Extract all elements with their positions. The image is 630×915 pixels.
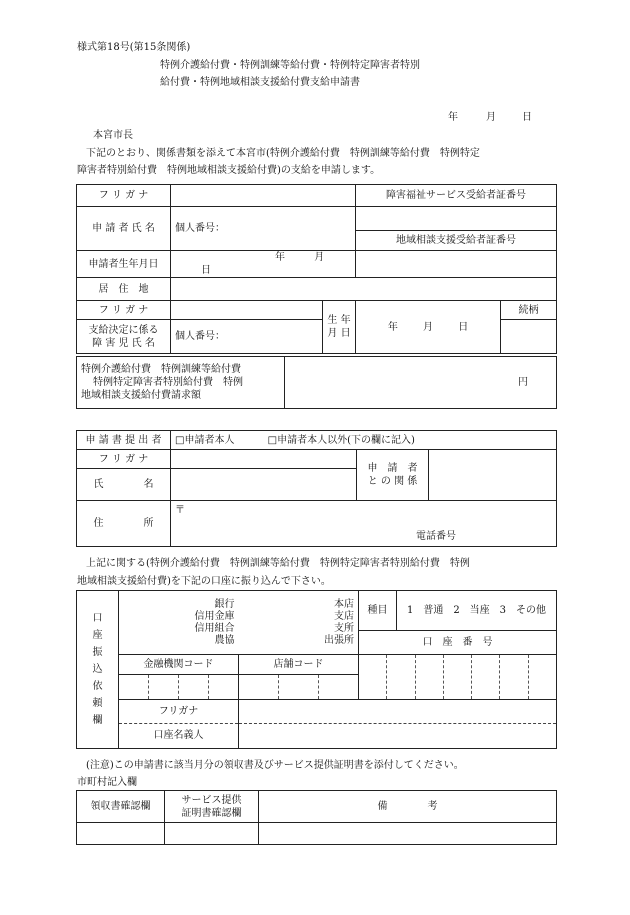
holder-label: 口座名義人	[153, 730, 204, 741]
birth-label: 申請者生年月日	[77, 251, 171, 278]
branch-office: 出張所	[324, 634, 354, 646]
bank-intro-line2: 地域相談支援給付費)を下記の口座に振り込んで下さい。	[77, 576, 331, 587]
title-line1: 特例介護給付費・特例訓練等給付費・特例特定障害者特別	[160, 60, 420, 71]
yen-unit: 円	[518, 377, 528, 388]
relation-to-applicant-field[interactable]	[429, 450, 557, 501]
submitter-name-label: 氏 名	[77, 469, 171, 501]
submitter-address-field[interactable]	[171, 501, 557, 547]
relation-label-1: 申 請 者	[367, 463, 418, 474]
side-char-1: 口	[92, 613, 103, 624]
bank-intro-line1: 上記に関する(特例介護給付費 特例訓練等給付費 特例特定障害者特別給付費 特例	[86, 558, 470, 569]
holder-label-cell	[119, 700, 239, 749]
furigana-label: フ リ ガ ナ	[77, 185, 171, 207]
inst-code-grid[interactable]	[119, 675, 239, 700]
remarks-label: 備 考	[259, 791, 557, 823]
branch-code-label: 店舗コード	[239, 655, 359, 675]
birth-field[interactable]	[171, 251, 356, 278]
branch-head: 本店	[334, 598, 354, 610]
kind-label: 種目	[359, 591, 397, 631]
claim-label-2: 特例特定障害者特別給付費 特例	[93, 377, 243, 388]
child-personal-no-label: 個人番号：	[175, 331, 225, 342]
consult-cert-label: 地域相談支援受給者証番号	[356, 231, 557, 251]
branch-branch: 支店	[334, 610, 354, 622]
inst-shinkumi: 信用組合	[194, 622, 235, 634]
intro-line2: 障害者特別給付費 特例地域相談支援給付費)の支給を申請します。	[77, 165, 381, 176]
holder-name-field[interactable]	[239, 724, 556, 748]
submitter-options	[171, 431, 557, 450]
phone-label: 電話番号	[416, 531, 456, 542]
submitter-table	[76, 430, 557, 547]
account-number-label: 口 座 番 号	[359, 631, 557, 655]
holder-furigana-label: フリガナ	[119, 700, 238, 724]
remarks-field[interactable]	[259, 823, 557, 845]
service-cert-check-label	[165, 791, 259, 823]
title-line2: 給付費・特例地域相談支援給付費支給申請書	[160, 77, 360, 88]
relation-to-applicant-label	[357, 450, 429, 501]
addressee: 本宮市長	[93, 130, 133, 141]
child-birth-year: 年	[387, 321, 398, 333]
child-name-label-2: 障 害 児 氏 名	[92, 337, 155, 349]
city-table	[76, 790, 557, 845]
claim-table	[76, 356, 557, 409]
side-char-5: 依	[92, 681, 103, 692]
side-char-4: 込	[92, 664, 103, 675]
branch-sub: 支所	[334, 622, 354, 634]
account-number-grid[interactable]	[359, 655, 557, 700]
service-check-label-2: 証明書確認欄	[181, 807, 242, 819]
relation-label-2: と の 関 係	[367, 476, 418, 487]
inst-bank: 銀行	[214, 598, 235, 610]
form-number: 様式第18号(第15条関係)	[77, 42, 191, 53]
kind-options[interactable]: 1 普通 2 当座 3 その他	[397, 591, 557, 631]
claim-amount-field[interactable]	[285, 357, 557, 409]
receipt-check-label: 領収書確認欄	[77, 791, 165, 823]
service-cert-check-field[interactable]	[165, 823, 259, 845]
holder-furigana-field[interactable]	[239, 700, 556, 724]
birth-month: 月	[314, 252, 325, 263]
child-birth-label-1: 生 年	[327, 315, 351, 326]
attachment-note: (注意)この申請書に該当月分の領収書及びサービス提供証明書を添付してください。	[86, 760, 464, 771]
side-char-6: 頼	[92, 698, 103, 709]
birth-year: 年	[275, 252, 285, 263]
date-day: 日	[522, 112, 532, 123]
submitter-furigana-label: フ リ ガ ナ	[77, 450, 171, 469]
receipt-check-field[interactable]	[77, 823, 165, 845]
child-furigana-label: フ リ ガ ナ	[77, 301, 171, 320]
child-name-field[interactable]	[171, 320, 323, 354]
applicant-name-label: 申 請 者 氏 名	[77, 207, 171, 251]
address-field[interactable]	[171, 278, 557, 301]
relation-field[interactable]	[501, 320, 557, 354]
checkbox-self[interactable]: □申請者本人	[175, 434, 235, 446]
relation-label: 続柄	[501, 301, 557, 320]
claim-label-3: 地域相談支援給付費請求額	[81, 390, 201, 401]
side-char-7: 欄	[92, 715, 103, 726]
address-label: 居 住 地	[77, 278, 171, 301]
bank-side-label	[77, 591, 119, 749]
claim-label-1: 特例介護給付費 特例訓練等給付費	[81, 364, 241, 375]
date-month: 月	[486, 112, 496, 123]
claim-label	[77, 357, 285, 409]
submitter-address-label: 住 所	[77, 501, 171, 547]
side-char-2: 座	[92, 630, 103, 641]
date-year: 年	[448, 112, 458, 123]
consult-cert-number-grid[interactable]	[356, 251, 557, 278]
child-birth-day: 日	[458, 321, 469, 333]
side-char-3: 振	[92, 647, 103, 658]
child-birth-field[interactable]	[356, 301, 501, 354]
child-birth-label-2: 月 日	[327, 328, 351, 339]
personal-no-label: 個人番号：	[175, 223, 225, 234]
institution-type-field[interactable]	[119, 591, 239, 655]
service-cert-number-grid[interactable]	[356, 207, 557, 231]
birth-day: 日	[201, 265, 211, 276]
furigana-field[interactable]	[171, 185, 356, 207]
branch-code-grid[interactable]	[239, 675, 359, 700]
child-name-label-1: 支給決定に係る	[88, 324, 159, 336]
inst-nokyo: 農協	[214, 634, 235, 646]
service-cert-label: 障害福祉サービス受給者証番号	[356, 185, 557, 207]
intro-line1: 下記のとおり、関係書類を添えて本宮市(特例介護給付費 特例訓練等給付費 特例特定	[86, 148, 480, 159]
child-name-label	[77, 320, 171, 354]
submitter-label: 申 請 書 提 出 者	[77, 431, 171, 450]
child-furigana-field[interactable]	[171, 301, 323, 320]
city-section-title: 市町村記入欄	[77, 777, 137, 788]
checkbox-other[interactable]: □申請者本人以外(下の欄に記入)	[267, 434, 415, 446]
applicant-name-field[interactable]	[171, 207, 356, 251]
holder-field[interactable]	[239, 700, 557, 749]
child-birth-month: 月	[423, 321, 433, 333]
branch-type-field[interactable]	[239, 591, 359, 655]
postal-mark: 〒	[175, 505, 185, 516]
inst-code-label: 金融機関コード	[119, 655, 239, 675]
applicant-table	[76, 184, 557, 354]
service-check-label-1: サービス提供	[181, 794, 242, 806]
submitter-name-field[interactable]	[171, 469, 357, 501]
submitter-furigana-field[interactable]	[171, 450, 357, 469]
child-birth-label	[323, 301, 356, 354]
inst-shinkin: 信用金庫	[194, 610, 235, 622]
bank-table	[76, 590, 557, 749]
